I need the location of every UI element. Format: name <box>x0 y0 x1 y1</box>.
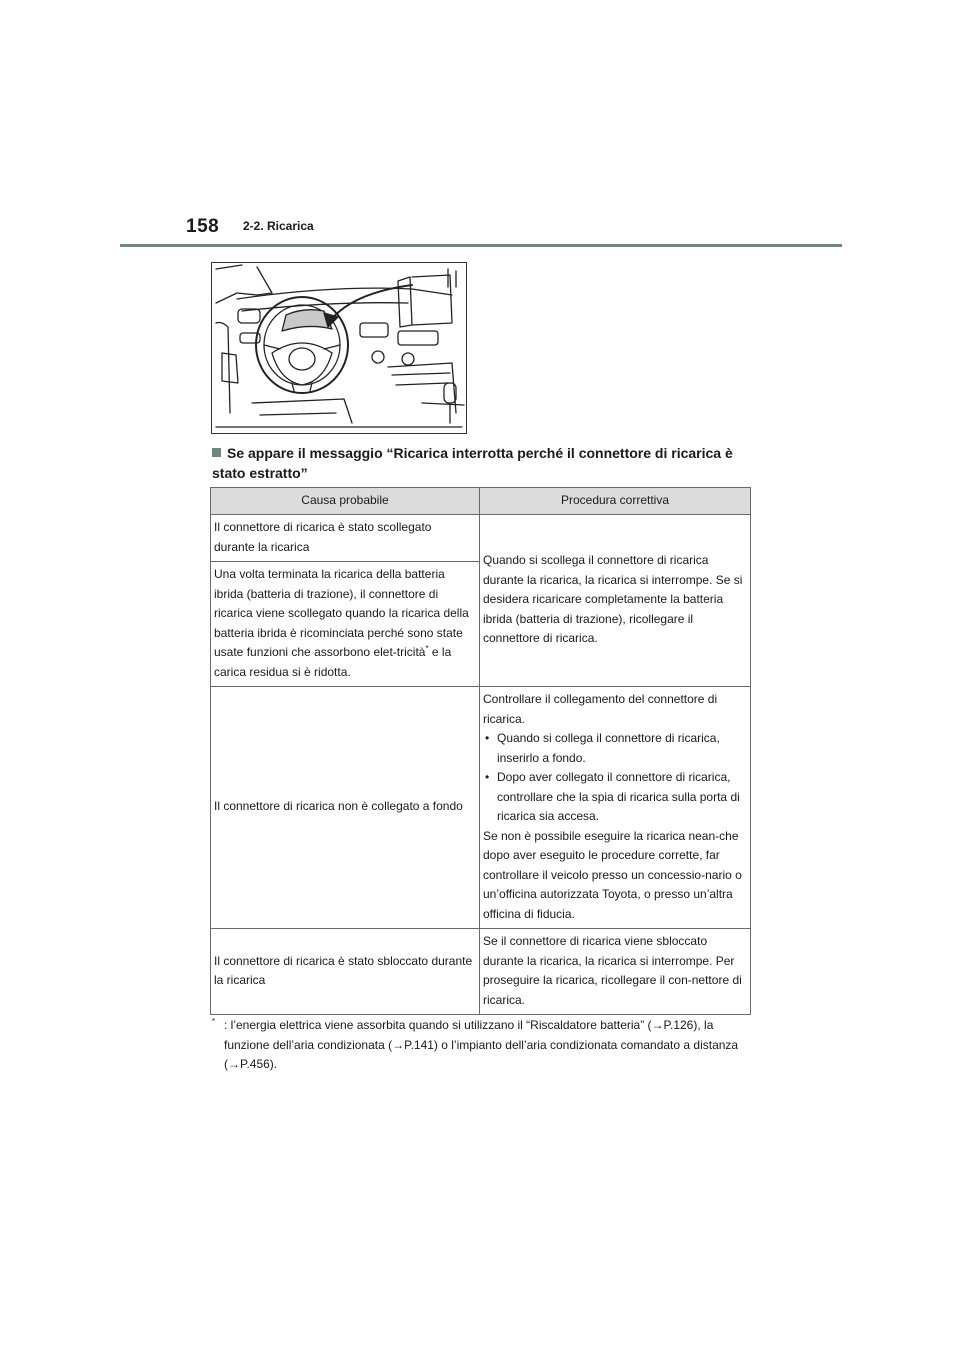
action-cell: Se il connettore di ricarica viene sbloccato durante la ricarica, la ricarica si interrompe. Per proseguire la ricarica, ricollegare il con-nettore di ricarica. <box>480 929 751 1015</box>
dashboard-drawing <box>212 263 466 433</box>
table-header-row <box>211 488 751 515</box>
column-header-cause: Causa probabile <box>211 488 480 515</box>
troubleshooting-table <box>210 487 751 1015</box>
list-item: • Quando si collega il connettore di ricarica, inserirlo a fondo. <box>483 729 746 768</box>
action-outro: Se non è possibile eseguire la ricarica nean-che dopo aver eseguito le procedure corrette, far controllare il veicolo presso un concessio-nario o un’officina autorizzata Toyota, o presso un’altra officina di fiducia. <box>483 828 742 921</box>
action-bullet-list <box>483 729 746 827</box>
action-cell: Quando si scollega il connettore di ricarica durante la ricarica, la ricarica si interrompe. Se si desidera ricaricare completamente la batteria ibrida (batteria di trazione), ricollegare il connettore di ricarica. <box>480 515 751 687</box>
footnote <box>212 1016 752 1075</box>
square-bullet-icon <box>212 448 221 457</box>
action-intro: Controllare il collegamento del connettore di ricarica. <box>483 692 718 726</box>
subheading-text: Se appare il messaggio “Ricarica interrotta perché il connettore di ricarica è stato estratto” <box>212 445 733 481</box>
table-row <box>211 515 751 562</box>
section-title: 2-2. Ricarica <box>243 219 314 233</box>
table-row <box>211 929 751 1015</box>
cause-cell <box>211 562 480 687</box>
column-header-action: Procedura correttiva <box>480 488 751 515</box>
cause-cell: Il connettore di ricarica non è collegato a fondo <box>211 687 480 929</box>
page-number: 158 <box>186 216 220 237</box>
footnote-marker: * <box>425 644 429 653</box>
footnote-text: : l’energia elettrica viene assorbita quando si utilizzano il “Riscaldatore batteria” (→P.126), la funzione dell’aria condizionata (→P.141) o l’impianto dell’aria condizionata comandato a distanza (→P.456). <box>224 1018 739 1071</box>
cause-cell: Il connettore di ricarica è stato sbloccato durante la ricarica <box>211 929 480 1015</box>
cause-text-end: e la carica residua si è ridotta. <box>214 645 452 679</box>
footnote-mark: * <box>212 1017 216 1026</box>
subheading <box>212 443 752 483</box>
table-row <box>211 687 751 929</box>
cause-cell: Il connettore di ricarica è stato scollegato durante la ricarica <box>211 515 480 562</box>
dashboard-illustration <box>211 262 467 434</box>
action-cell <box>480 687 751 929</box>
list-item: • Dopo aver collegato il connettore di ricarica, controllare che la spia di ricarica sulla porta di ricarica sia accesa. <box>483 768 746 827</box>
cause-text: Una volta terminata la ricarica della batteria ibrida (batteria di trazione), il connettore di ricarica viene scollegato quando la ricarica della batteria ibrida è ricominciata perché sono state usate funzioni che assorbono elet-tricità <box>214 567 469 659</box>
header-rule <box>120 244 842 247</box>
